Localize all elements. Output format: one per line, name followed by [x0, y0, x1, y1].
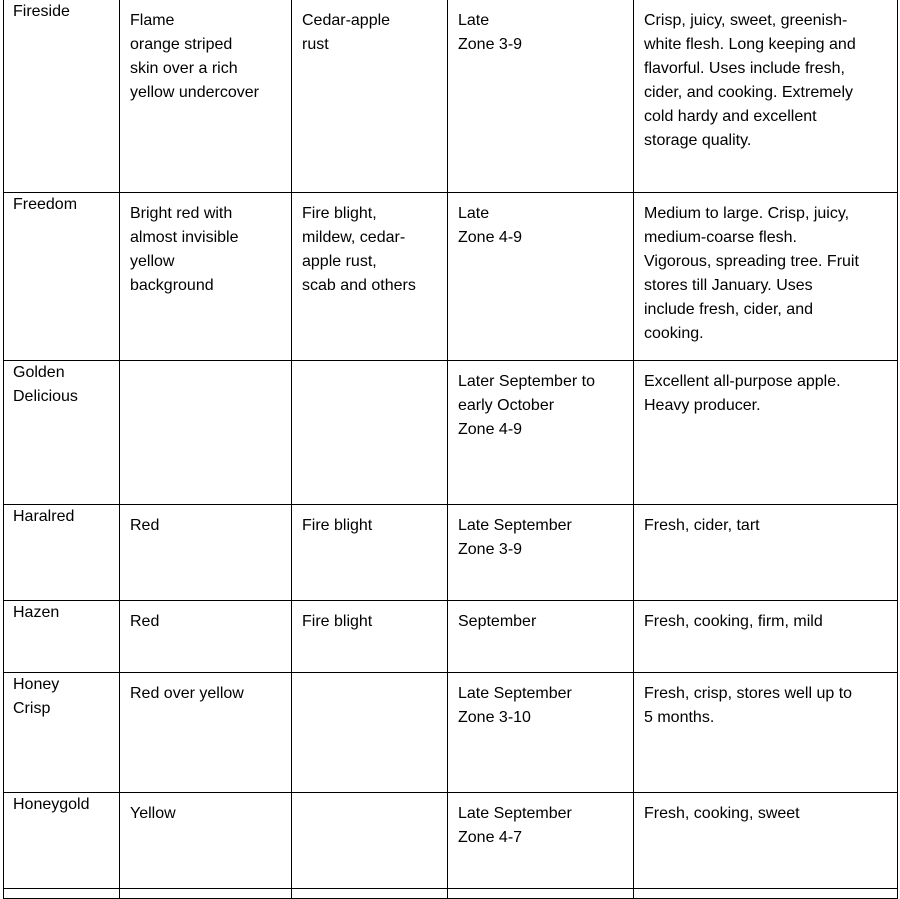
description-cell: [634, 792, 898, 888]
fruit-color-cell: [120, 672, 292, 792]
variety-name: Freedom: [13, 195, 78, 213]
table-row: [4, 672, 898, 792]
fruit-color-cell: [120, 360, 292, 504]
variety-name-cell: [4, 792, 120, 888]
fruit-color-cell: [120, 0, 292, 192]
description: Fresh, crisp, stores well up to 5 months.: [644, 684, 853, 726]
season-zone-cell: [448, 360, 634, 504]
disease-resistance-cell: [292, 600, 448, 672]
table-row: [4, 0, 898, 192]
description: Excellent all-purpose apple. Heavy producer.: [644, 372, 841, 414]
description-cell: [634, 504, 898, 600]
season-zone-cell: [448, 192, 634, 360]
description: Medium to large. Crisp, juicy, medium-coarse flesh. Vigorous, spreading tree. Fruit stores till January. Uses include fresh, cider, and cooking.: [644, 204, 859, 342]
disease-resistance: Fire blight: [302, 516, 373, 534]
table-row: [4, 504, 898, 600]
description-cell: [634, 360, 898, 504]
fruit-color: Yellow: [130, 804, 176, 822]
fruit-color: Red: [130, 516, 160, 534]
season-zone-cell: [448, 792, 634, 888]
disease-resistance-cell: [292, 792, 448, 888]
fruit-color: Flame orange striped skin over a rich yellow undercover: [130, 12, 259, 101]
fruit-color-cell: [120, 504, 292, 600]
variety-name: Golden Delicious: [13, 363, 78, 405]
variety-name-cell: [4, 0, 120, 192]
variety-name-cell: [4, 504, 120, 600]
variety-name-cell: [4, 672, 120, 792]
variety-name-cell: [4, 360, 120, 504]
description: Crisp, juicy, sweet, greenish- white flesh. Long keeping and flavorful. Uses include fresh, cider, and cooking. Extremely cold hardy and excellent storage quality.: [644, 12, 856, 149]
fruit-color: Bright red with almost invisible yellow background: [130, 204, 239, 294]
season-zone-cell: [448, 504, 634, 600]
description: Fresh, cider, tart: [644, 516, 760, 534]
description: Fresh, cooking, firm, mild: [644, 612, 823, 630]
season-zone: Late Zone 3-9: [458, 12, 523, 53]
disease-resistance-cell: [292, 192, 448, 360]
fruit-color-cell: [120, 792, 292, 888]
season-zone-cell: [448, 600, 634, 672]
fruit-color: Red: [130, 612, 160, 630]
fruit-color: Red over yellow: [130, 684, 244, 702]
season-zone: Late September Zone 3-10: [458, 684, 572, 726]
description-cell: [634, 672, 898, 792]
season-zone: Later September to early October Zone 4-9: [458, 372, 595, 438]
disease-resistance-cell: [292, 0, 448, 192]
fruit-color: [120, 361, 291, 370]
fruit-color-cell: [120, 600, 292, 672]
variety-name: Honey Crisp: [13, 675, 60, 717]
variety-name: Fireside: [13, 3, 70, 20]
disease-resistance: [292, 673, 447, 682]
disease-resistance-cell: [292, 360, 448, 504]
season-zone-cell: [448, 672, 634, 792]
table-row: [4, 360, 898, 504]
disease-resistance-cell: [292, 504, 448, 600]
variety-name: Honeygold: [13, 795, 90, 813]
variety-name-cell: [4, 192, 120, 360]
season-zone: Late September Zone 3-9: [458, 516, 572, 558]
season-zone: Late Zone 4-9: [458, 204, 523, 246]
description-cell: [634, 0, 898, 192]
disease-resistance: [292, 793, 447, 802]
disease-resistance: Cedar-apple rust: [302, 12, 391, 53]
variety-name: Hazen: [13, 603, 60, 621]
table-row: [4, 600, 898, 672]
disease-resistance: [292, 361, 447, 370]
season-zone-cell: [448, 0, 634, 192]
description-cell: [634, 600, 898, 672]
variety-name: Haralred: [13, 507, 75, 525]
season-zone: Late September Zone 4-7: [458, 804, 572, 846]
fruit-color-cell: [120, 192, 292, 360]
disease-resistance: Fire blight: [302, 612, 373, 630]
variety-name-cell: [4, 600, 120, 672]
table-row: [4, 192, 898, 360]
apple-variety-table: [3, 0, 898, 899]
season-zone: September: [458, 612, 537, 630]
table-row: [4, 792, 898, 888]
description: Fresh, cooking, sweet: [644, 804, 800, 822]
disease-resistance: Fire blight, mildew, cedar- apple rust, scab and others: [302, 204, 416, 294]
disease-resistance-cell: [292, 672, 448, 792]
description-cell: [634, 192, 898, 360]
